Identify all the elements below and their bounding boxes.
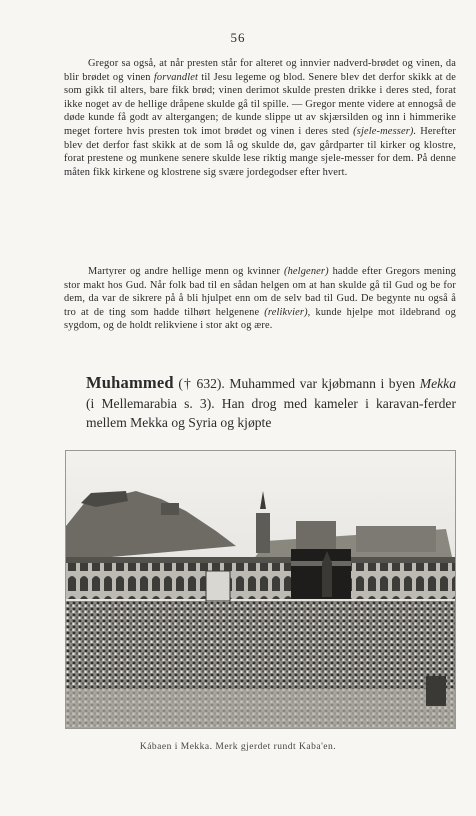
kaaba-photo bbox=[65, 450, 456, 729]
emphasis-term: (relikvier), bbox=[264, 306, 311, 318]
paragraph-text bbox=[64, 57, 456, 179]
paragraph-text bbox=[64, 265, 456, 333]
paragraph-martyrs bbox=[64, 265, 456, 333]
text-segment: Herefter blev det derfor fast skikk at de som lå og skulde dø, gav gårdparter til kirker og klostre, forat prestene og munkene senere skulde lese riktig mange sjele-messer for dem. På denne måten fikk kirkene og klostrene sig svære jordegodser efter hvert. bbox=[64, 125, 456, 178]
text-segment: til Jesu legeme og blod. Senere blev det derfor skikk at de som gikk til alters, bare fikk brød; vinen derimot skulde presten drikke i deres sted, forat ikke noget av de hellige dråpene skulde gå til spille. — Gregor mente videre at ennogså de døde kunde få godt av altergangen; de kunde slippe ut av skjærsilden og inn i himmerike meget fortere hvis presten tok imot brødet og vinen i deres sted bbox=[64, 71, 456, 137]
text-segment: Muhammed var kjøbmann i byen bbox=[229, 376, 420, 391]
text-segment: kunde hjelpe mot ildebrand og sygdom, og de holdt relikviene i stor akt og ære. bbox=[64, 306, 456, 332]
emphasis-term: (sjele-messer). bbox=[353, 125, 417, 137]
section-title: Muhammed bbox=[86, 373, 174, 392]
photo-kaaba-mecca-icon bbox=[66, 451, 455, 728]
emphasis-term: (helgener) bbox=[283, 266, 329, 277]
section-muhammed bbox=[86, 373, 456, 433]
text-segment: hadde efter Gregors mening stor makt hos Gud. Når folk bad til en sådan helgen om at han skulde gå til Gud og be for dem, da var de sikrere på å bli hjulpet enn om de selv bad til Gud. De begynte nu også å tro at de ting som hadde tilhørt helgenene bbox=[64, 266, 456, 318]
figure-caption: Kábaen i Mekka. Merk gjerdet rundt Kaba'en. bbox=[139, 742, 337, 752]
text-segment: Gregor sa også, at når presten står for alteret og innvier nadverd-brødet og vinen, da blir brødet og vinen bbox=[64, 58, 456, 83]
section-date: († 632). bbox=[178, 376, 225, 391]
emphasis-term: forvandlet bbox=[153, 71, 199, 83]
text-segment: Martyrer og andre hellige menn og kvinner bbox=[88, 266, 284, 277]
page-number: 56 bbox=[230, 30, 246, 45]
emphasis-term: Mekka bbox=[419, 376, 457, 391]
paragraph-gregor-eucharist bbox=[64, 57, 456, 179]
text-segment: (i Mellemarabia s. 3). Han drog med kameler i karavan-ferder mellem Mekka og Syria og kjøpte bbox=[86, 395, 456, 430]
